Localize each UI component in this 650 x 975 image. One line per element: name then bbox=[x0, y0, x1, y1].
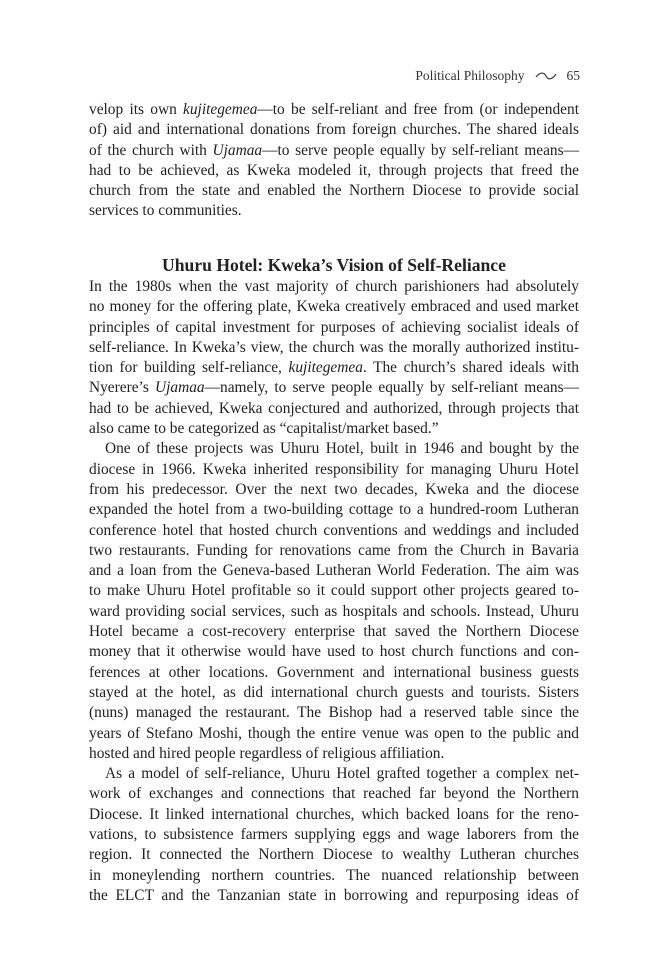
text-line: velop its own kujitegemea—to be self-reliant and free from (or independent bbox=[89, 101, 579, 118]
text-line: ferences at other locations. Government and international business guests bbox=[89, 663, 579, 681]
text-line: Hotel became a cost-recovery enterprise that saved the Northern Diocese bbox=[89, 623, 579, 641]
text-line: As a model of self-reliance, Uhuru Hotel grafted together a complex net- bbox=[105, 765, 579, 783]
text-line: and a loan from the Geneva-based Lutheran World Federation. The aim was bbox=[89, 562, 579, 580]
swash-ornament-icon bbox=[535, 71, 557, 81]
text-line: Diocese. It linked international churches, which backed loans for the reno- bbox=[89, 805, 579, 823]
text-line: to make Uhuru Hotel profitable so it could support other projects geared to- bbox=[89, 582, 579, 600]
text-line: vations, to subsistence farmers supplying eggs and wage laborers from the bbox=[89, 826, 579, 844]
text-line: the ELCT and the Tanzanian state in borrowing and repurposing ideas of bbox=[89, 886, 579, 904]
text-line: tion for building self-reliance, kujitegemea. The church’s shared ideals with bbox=[89, 359, 579, 377]
text-line: from his predecessor. Over the next two decades, Kweka and the diocese bbox=[89, 480, 579, 498]
page-number: 65 bbox=[566, 68, 580, 83]
opening-paragraph bbox=[89, 100, 579, 222]
text-line: self-reliance. In Kweka’s view, the church was the morally authorized institu- bbox=[89, 338, 579, 356]
text-line: In the 1980s when the vast majority of church parishioners had absolutely bbox=[89, 278, 579, 295]
text-line: no money for the offering plate, Kweka creatively embraced and used market bbox=[89, 298, 579, 316]
text-line: conference hotel that hosted church conventions and weddings and included bbox=[89, 521, 579, 539]
text-line: money that it otherwise would have used to host church functions and con- bbox=[89, 643, 579, 661]
text-line: also came to be categorized as “capitalist/market based.” bbox=[89, 420, 439, 438]
text-line: of) aid and international donations from foreign churches. The shared ideals bbox=[89, 121, 579, 139]
running-head bbox=[415, 68, 580, 84]
body-text bbox=[89, 277, 579, 906]
text-line: work of exchanges and connections that reached far beyond the Northern bbox=[89, 785, 579, 803]
text-line: region. It connected the Northern Diocese to wealthy Lutheran churches bbox=[89, 846, 579, 864]
text-line: years of Stefano Moshi, though the entire venue was open to the public and bbox=[89, 724, 579, 742]
text-line: (nuns) managed the restaurant. The Bishop had a reserved table since the bbox=[89, 704, 579, 722]
text-line: ward providing social services, such as hospitals and schools. Instead, Uhuru bbox=[89, 602, 579, 620]
text-line: principles of capital investment for purposes of achieving socialist ideals of bbox=[89, 318, 579, 336]
text-line: in moneylending northern countries. The nuanced relationship between bbox=[89, 866, 579, 884]
text-line: hosted and hired people regardless of religious affiliation. bbox=[89, 744, 445, 762]
text-line: expanded the hotel from a two-building cottage to a hundred-room Lutheran bbox=[89, 501, 579, 519]
text-line: Nyerere’s Ujamaa—namely, to serve people equally by self-reliant means— bbox=[89, 379, 579, 397]
text-line: diocese in 1966. Kweka inherited responsibility for managing Uhuru Hotel bbox=[89, 460, 579, 478]
text-line: services to communities. bbox=[89, 202, 242, 220]
text-line: One of these projects was Uhuru Hotel, built in 1946 and bought by the bbox=[105, 440, 579, 458]
text-line: of the church with Ujamaa—to serve people equally by self-reliant means— bbox=[89, 141, 579, 159]
text-line: stayed at the hotel, as did international church guests and tourists. Sisters bbox=[89, 683, 579, 701]
text-line: church from the state and enabled the Northern Diocese to provide social bbox=[89, 182, 579, 200]
section-heading: Uhuru Hotel: Kweka’s Vision of Self-Reliance bbox=[162, 255, 506, 275]
text-line: two restaurants. Funding for renovations came from the Church in Bavaria bbox=[89, 541, 579, 559]
text-line: had to be achieved, as Kweka modeled it, through projects that freed the bbox=[89, 161, 579, 179]
text-line: had to be achieved, Kweka conjectured and authorized, through projects that bbox=[89, 399, 579, 417]
running-title: Political Philosophy bbox=[415, 68, 525, 83]
